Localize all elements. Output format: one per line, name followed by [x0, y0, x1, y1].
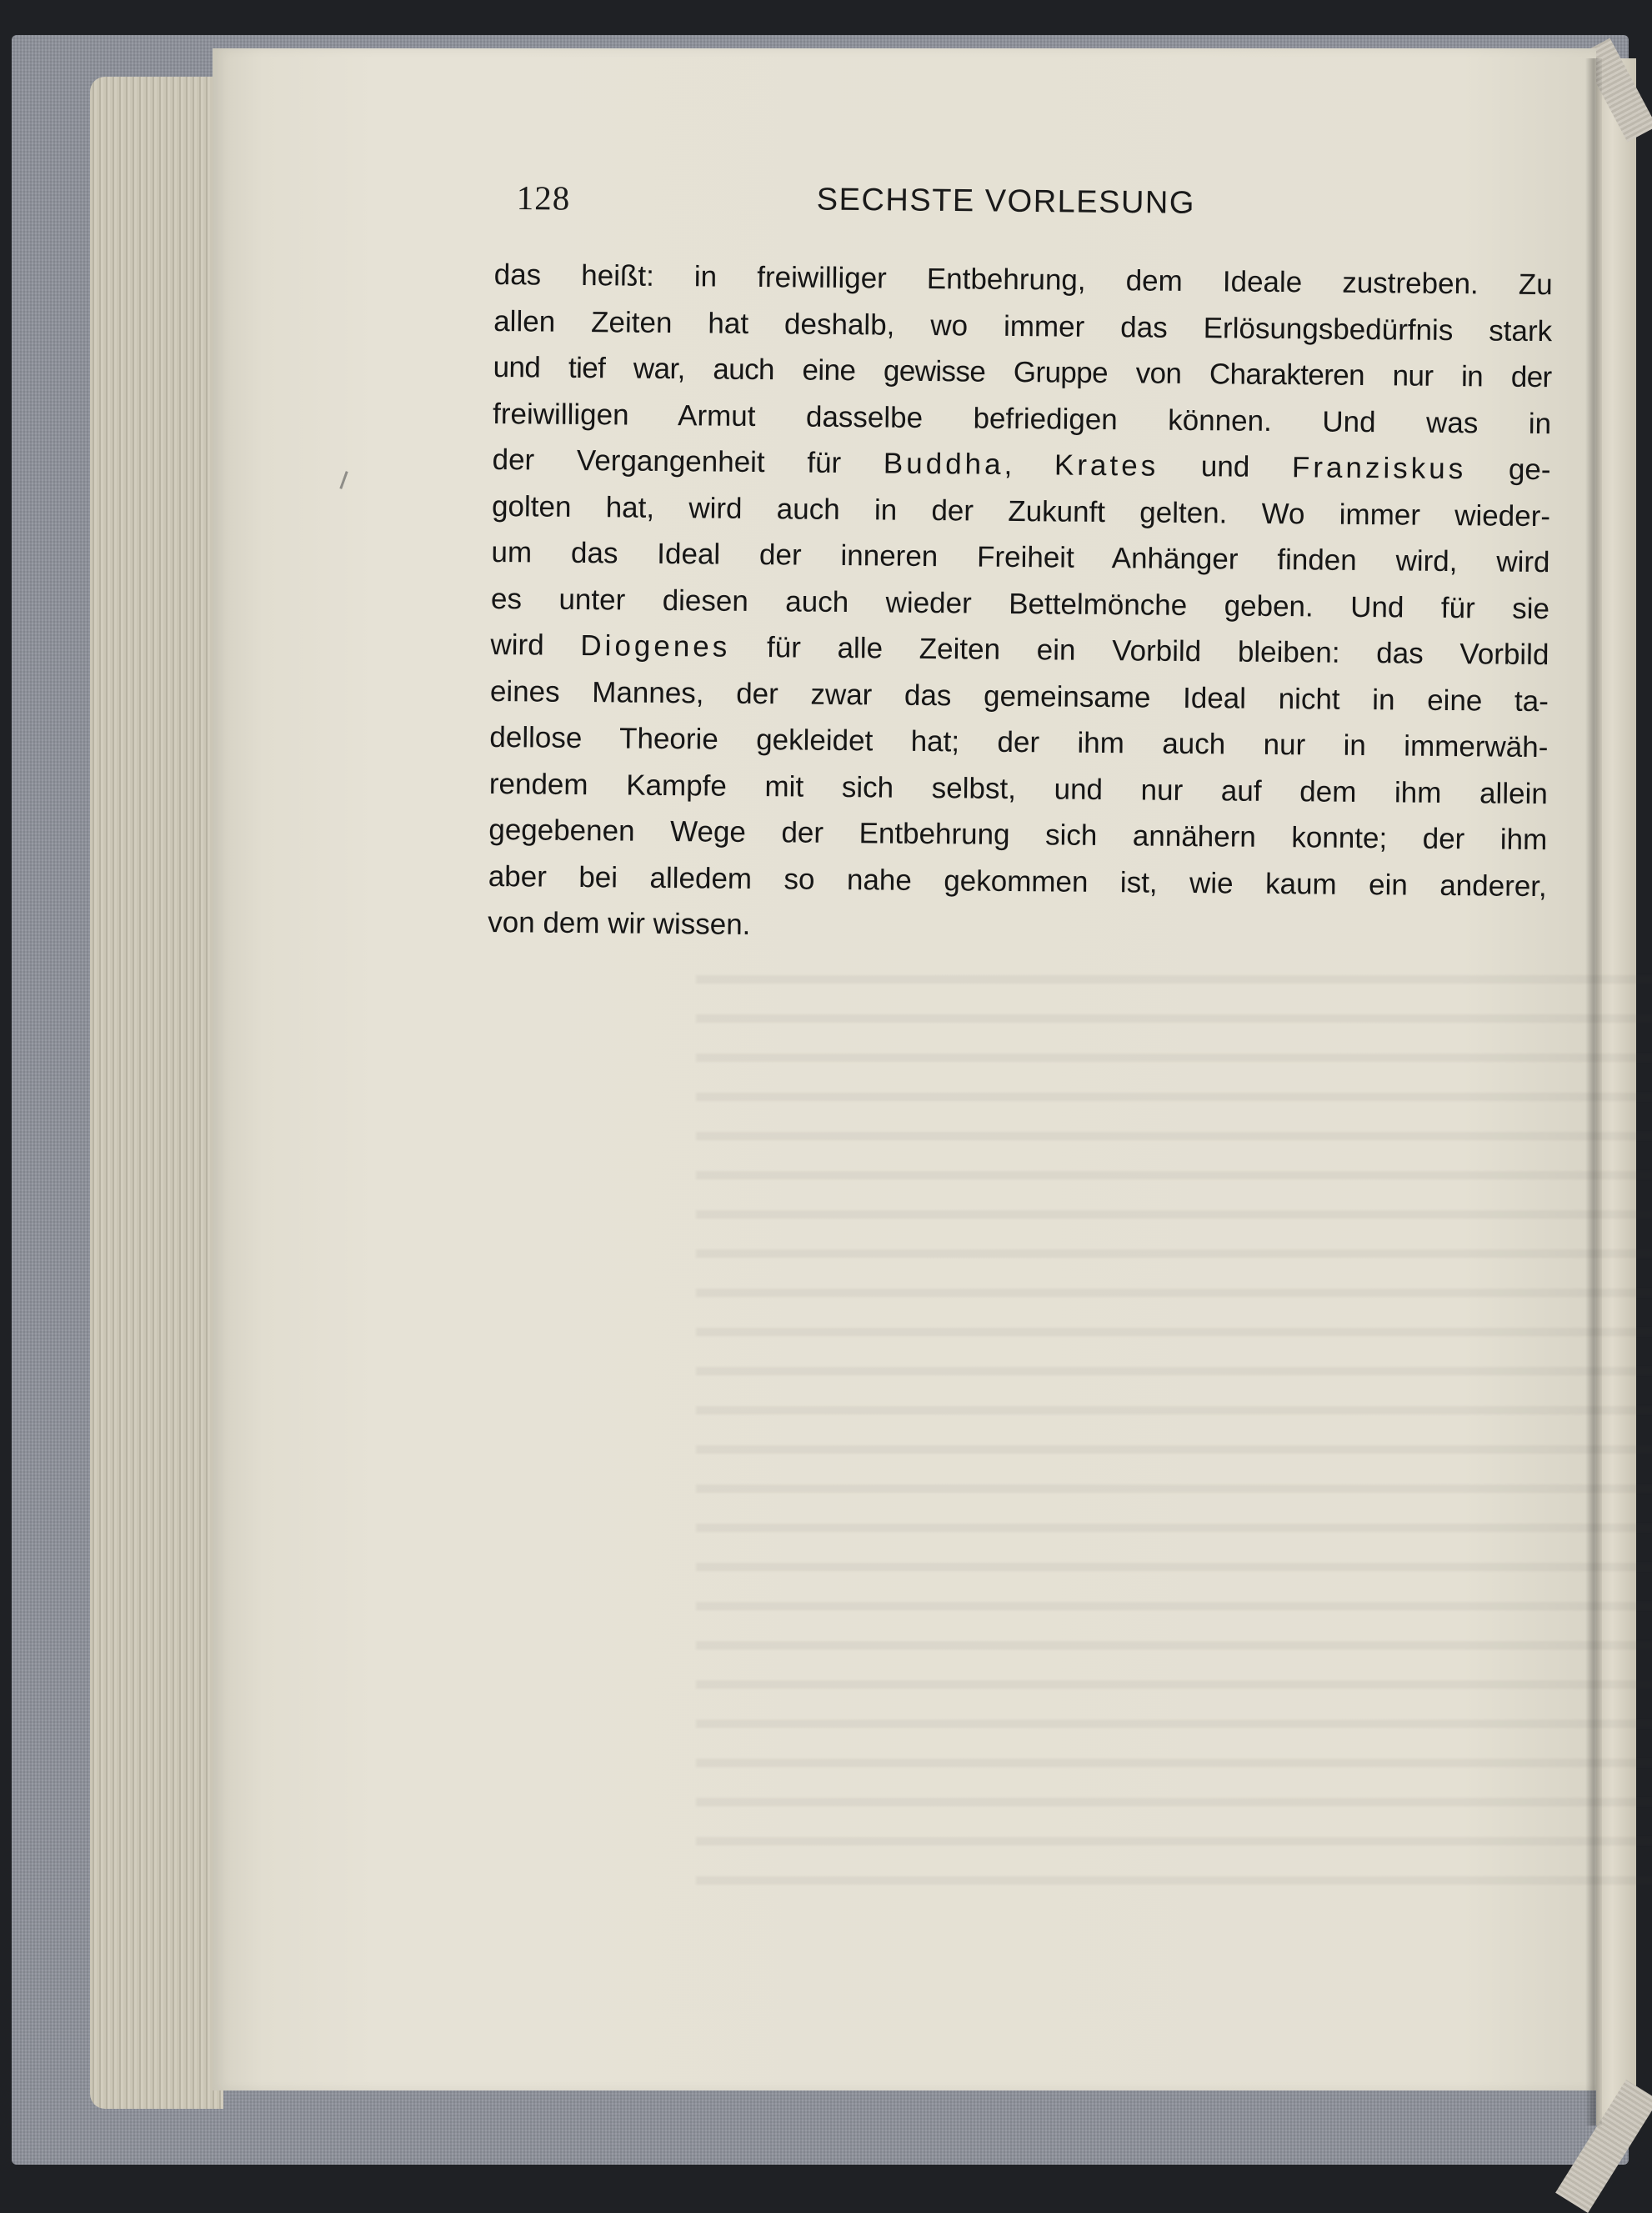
text-line: und tief war, auch eine gewisse Gruppe von Charakteren nur in der [493, 350, 1552, 394]
text-line: das heißt: in freiwilliger Entbehrung, dem Ideale zustreben. Zu [493, 258, 1553, 302]
text-run: ge- [1508, 453, 1551, 487]
spaced-name-krates: Krates [1054, 448, 1159, 483]
text-line: um das Ideal der inneren Freiheit Anhänger finden wird, wird [491, 535, 1550, 579]
text-line: es unter diesen auch wieder Bettelmönche geben. Und für sie [490, 582, 1550, 625]
text-run: , [1004, 448, 1013, 481]
spaced-name-diogenes: Diogenes [580, 629, 731, 663]
text-run: der Vergangenheit für [492, 443, 842, 480]
text-run: für alle Zeiten ein Vorbild bleiben: das Vorbild [766, 631, 1549, 672]
text-line: golten hat, wird auch in der Zukunft gelten. Wo immer wieder- [491, 489, 1551, 533]
text-line: dellose Theorie gekleidet hat; der ihm auch nur in immerwäh- [489, 720, 1549, 764]
body-text [488, 252, 1553, 956]
text-line: eines Mannes, der zwar das gemeinsame Ideal nicht in eine ta- [489, 674, 1549, 718]
running-head [516, 178, 1267, 243]
text-run: und [1200, 450, 1250, 483]
text-line: freiwilligen Armut dasselbe befriedigen können. Und was in [492, 397, 1552, 440]
text-line: aber bei alledem so nahe gekommen ist, wie kaum ein anderer, [488, 859, 1547, 903]
text-run: wird [490, 628, 544, 662]
book-gutter [1585, 58, 1602, 2125]
text-line: von dem wir wissen. [488, 905, 751, 941]
text-line: rendem Kampfe mit sich selbst, und nur auf dem ihm allein [488, 767, 1549, 810]
page-number: 128 [516, 178, 571, 218]
spaced-name-buddha: Buddha [883, 447, 1004, 481]
text-line: gegebenen Wege der Entbehrung sich annähern konnte; der ihm [488, 813, 1548, 857]
bleed-through [696, 957, 1652, 1890]
spaced-name-franziskus: Franziskus [1291, 451, 1467, 486]
page-edges [90, 77, 223, 2109]
chapter-title: SECHSTE VORLESUNG [816, 182, 1196, 221]
text-line: allen Zeiten hat deshalb, wo immer das Erlösungsbedürfnis stark [493, 304, 1553, 348]
